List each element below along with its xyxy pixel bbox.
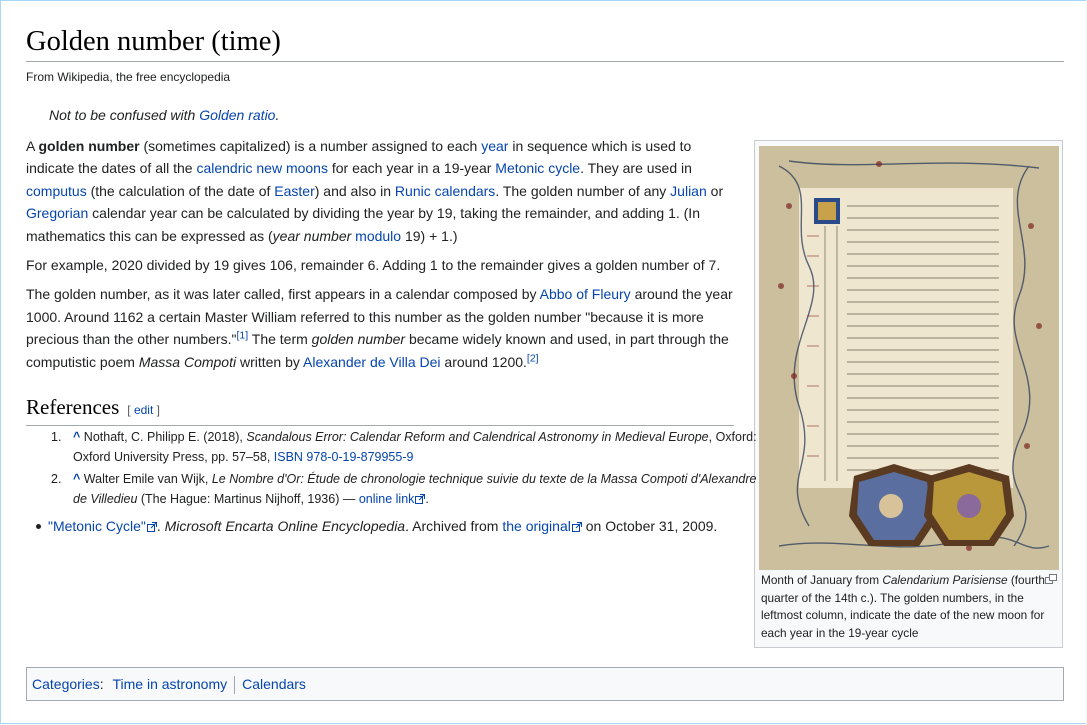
italic-text: year number — [272, 227, 352, 244]
hatnote-suffix: . — [275, 107, 280, 123]
link-new-moons[interactable]: new moons — [256, 160, 328, 177]
text: . The golden number of any — [495, 182, 671, 199]
text: (the calculation of the date of — [86, 182, 275, 199]
text: . Archived from — [405, 518, 503, 534]
text: around the year 1000. Around 1162 a certain Master William referred to this number as the golden number "because it is more precious than the other numbers." — [26, 286, 733, 348]
backlink-caret[interactable]: ^ — [73, 472, 81, 486]
text: . — [156, 518, 165, 534]
reference-number: 2. — [51, 472, 62, 486]
references-heading — [26, 394, 734, 426]
colon: : — [99, 676, 104, 692]
link-year[interactable]: year — [481, 138, 509, 154]
caption-italic: Calendarium Parisiense — [882, 573, 1008, 587]
text: Nothaft, C. Philipp E. (2018), — [80, 430, 247, 444]
intro-paragraph-1 — [26, 135, 742, 247]
ref-link-2[interactable]: [2] — [526, 352, 539, 364]
text: . — [425, 492, 429, 506]
figure-caption — [761, 572, 1057, 642]
italic-text: Massa Compoti — [138, 353, 237, 370]
link-modulo[interactable]: modulo — [355, 227, 402, 244]
reference-number: 1. — [51, 430, 62, 444]
text: (sometimes capitalized) is a number assigned to each — [139, 138, 482, 154]
category-separator — [234, 676, 235, 694]
intro-paragraph-3 — [26, 283, 742, 373]
metonic-cycle-link[interactable]: "Metonic Cycle" — [48, 518, 146, 534]
external-link-icon — [415, 490, 425, 510]
category-links — [26, 667, 1064, 701]
bracket: [ — [127, 403, 134, 417]
references-heading-text: References — [26, 395, 120, 419]
isbn-link[interactable]: ISBN 978-0-19-879955-9 — [273, 450, 414, 464]
hatnote-prefix: Not to be confused with — [49, 107, 200, 123]
link-calendric[interactable]: calendric — [196, 160, 253, 177]
intro-paragraph-2: For example, 2020 divided by 19 gives 106, remainder 6. Adding 1 to the remainder gives a golden number of 7. — [26, 257, 721, 274]
categories-label-link[interactable]: Categories — [32, 676, 100, 692]
external-link-item — [26, 515, 742, 538]
tab-gap — [637, 1, 673, 3]
text: ) and also in — [314, 182, 395, 199]
link-alexander-de-villa-dei[interactable]: Alexander de Villa Dei — [303, 353, 441, 370]
external-link-icon — [572, 516, 582, 538]
caption-text: Month of January from — [761, 573, 883, 587]
article-body — [26, 135, 742, 380]
thumbnail-figure — [754, 140, 1063, 648]
references-list — [26, 427, 767, 512]
text: The term — [248, 331, 312, 348]
link-easter[interactable]: Easter — [274, 182, 315, 199]
link-gregorian[interactable]: Gregorian — [26, 205, 89, 222]
category-time-in-astronomy[interactable]: Time in astronomy — [112, 676, 228, 692]
text: calendar year can be calculated by dividing the year by 19, taking the remainder, and adding 1. (In mathematics this can be expressed as ( — [26, 205, 700, 244]
hatnote — [49, 107, 279, 123]
text: on October 31, 2009. — [581, 518, 718, 534]
link-julian[interactable]: Julian — [670, 182, 707, 199]
backlink-caret[interactable]: ^ — [73, 430, 81, 444]
italic-text: Scandalous Error: Calendar Reform and Calendrical Astronomy in Medieval Europe — [246, 430, 709, 444]
reference-item — [51, 469, 767, 510]
italic-text: Le Nombre d'Or: Étude de chronologie technique suivie du texte de la Massa Compoti d'Alexandre de Villedieu — [73, 472, 757, 506]
text: . They are used in — [580, 160, 692, 177]
text: The golden number, as it was later called, first appears in a calendar composed by — [26, 286, 540, 303]
link-computus[interactable]: computus — [26, 182, 87, 199]
manuscript-image[interactable] — [759, 146, 1059, 570]
text: (The Hague: Martinus Nijhoff, 1936) — — [137, 492, 359, 506]
text: Walter Emile van Wijk, — [80, 472, 212, 486]
bold-term: golden number — [38, 138, 140, 154]
italic-text: Microsoft Encarta Online Encyclopedia — [164, 518, 406, 534]
link-runic-calendars[interactable]: Runic calendars — [394, 182, 496, 199]
text: became widely known and used, in part through the computistic poem — [26, 331, 729, 370]
site-tagline: From Wikipedia, the free encyclopedia — [26, 70, 231, 84]
text: or — [706, 182, 724, 199]
text: in sequence which is used to indicate the dates of all the — [26, 138, 692, 177]
caption-text: (fourth quarter of the 14th c.). The golden numbers, in the leftmost column, indicate the date of the new moon for each year in the 19-year cycle — [761, 573, 1045, 640]
magnify-icon[interactable] — [1045, 572, 1057, 590]
text: written by — [236, 353, 304, 370]
text: A — [26, 138, 39, 154]
text: around 1200. — [440, 353, 527, 370]
text: for each year in a 19-year — [327, 160, 496, 177]
bracket: ] — [153, 403, 160, 417]
link-metonic-cycle[interactable]: Metonic cycle — [495, 160, 581, 177]
text: 19) + 1.) — [401, 227, 458, 244]
original-link[interactable]: the original — [502, 518, 571, 534]
external-links-list — [26, 515, 742, 538]
edit-section — [127, 403, 160, 417]
italic-text: golden number — [311, 331, 406, 348]
text: , Oxford: Oxford University Press, pp. 57–58, — [73, 430, 757, 464]
page-title: Golden number (time) — [26, 25, 1064, 62]
online-link[interactable]: online link — [358, 492, 415, 506]
external-link-icon — [147, 516, 157, 538]
ref-link-1[interactable]: [1] — [236, 329, 249, 342]
hatnote-link-golden-ratio[interactable]: Golden ratio — [199, 107, 276, 123]
link-abbo-of-fleury[interactable]: Abbo of Fleury — [539, 286, 631, 303]
reference-item — [51, 427, 767, 467]
bullet — [36, 524, 41, 529]
edit-section-link[interactable]: edit — [133, 403, 154, 417]
category-calendars[interactable]: Calendars — [242, 676, 306, 692]
manuscript-illustration — [759, 146, 1059, 570]
